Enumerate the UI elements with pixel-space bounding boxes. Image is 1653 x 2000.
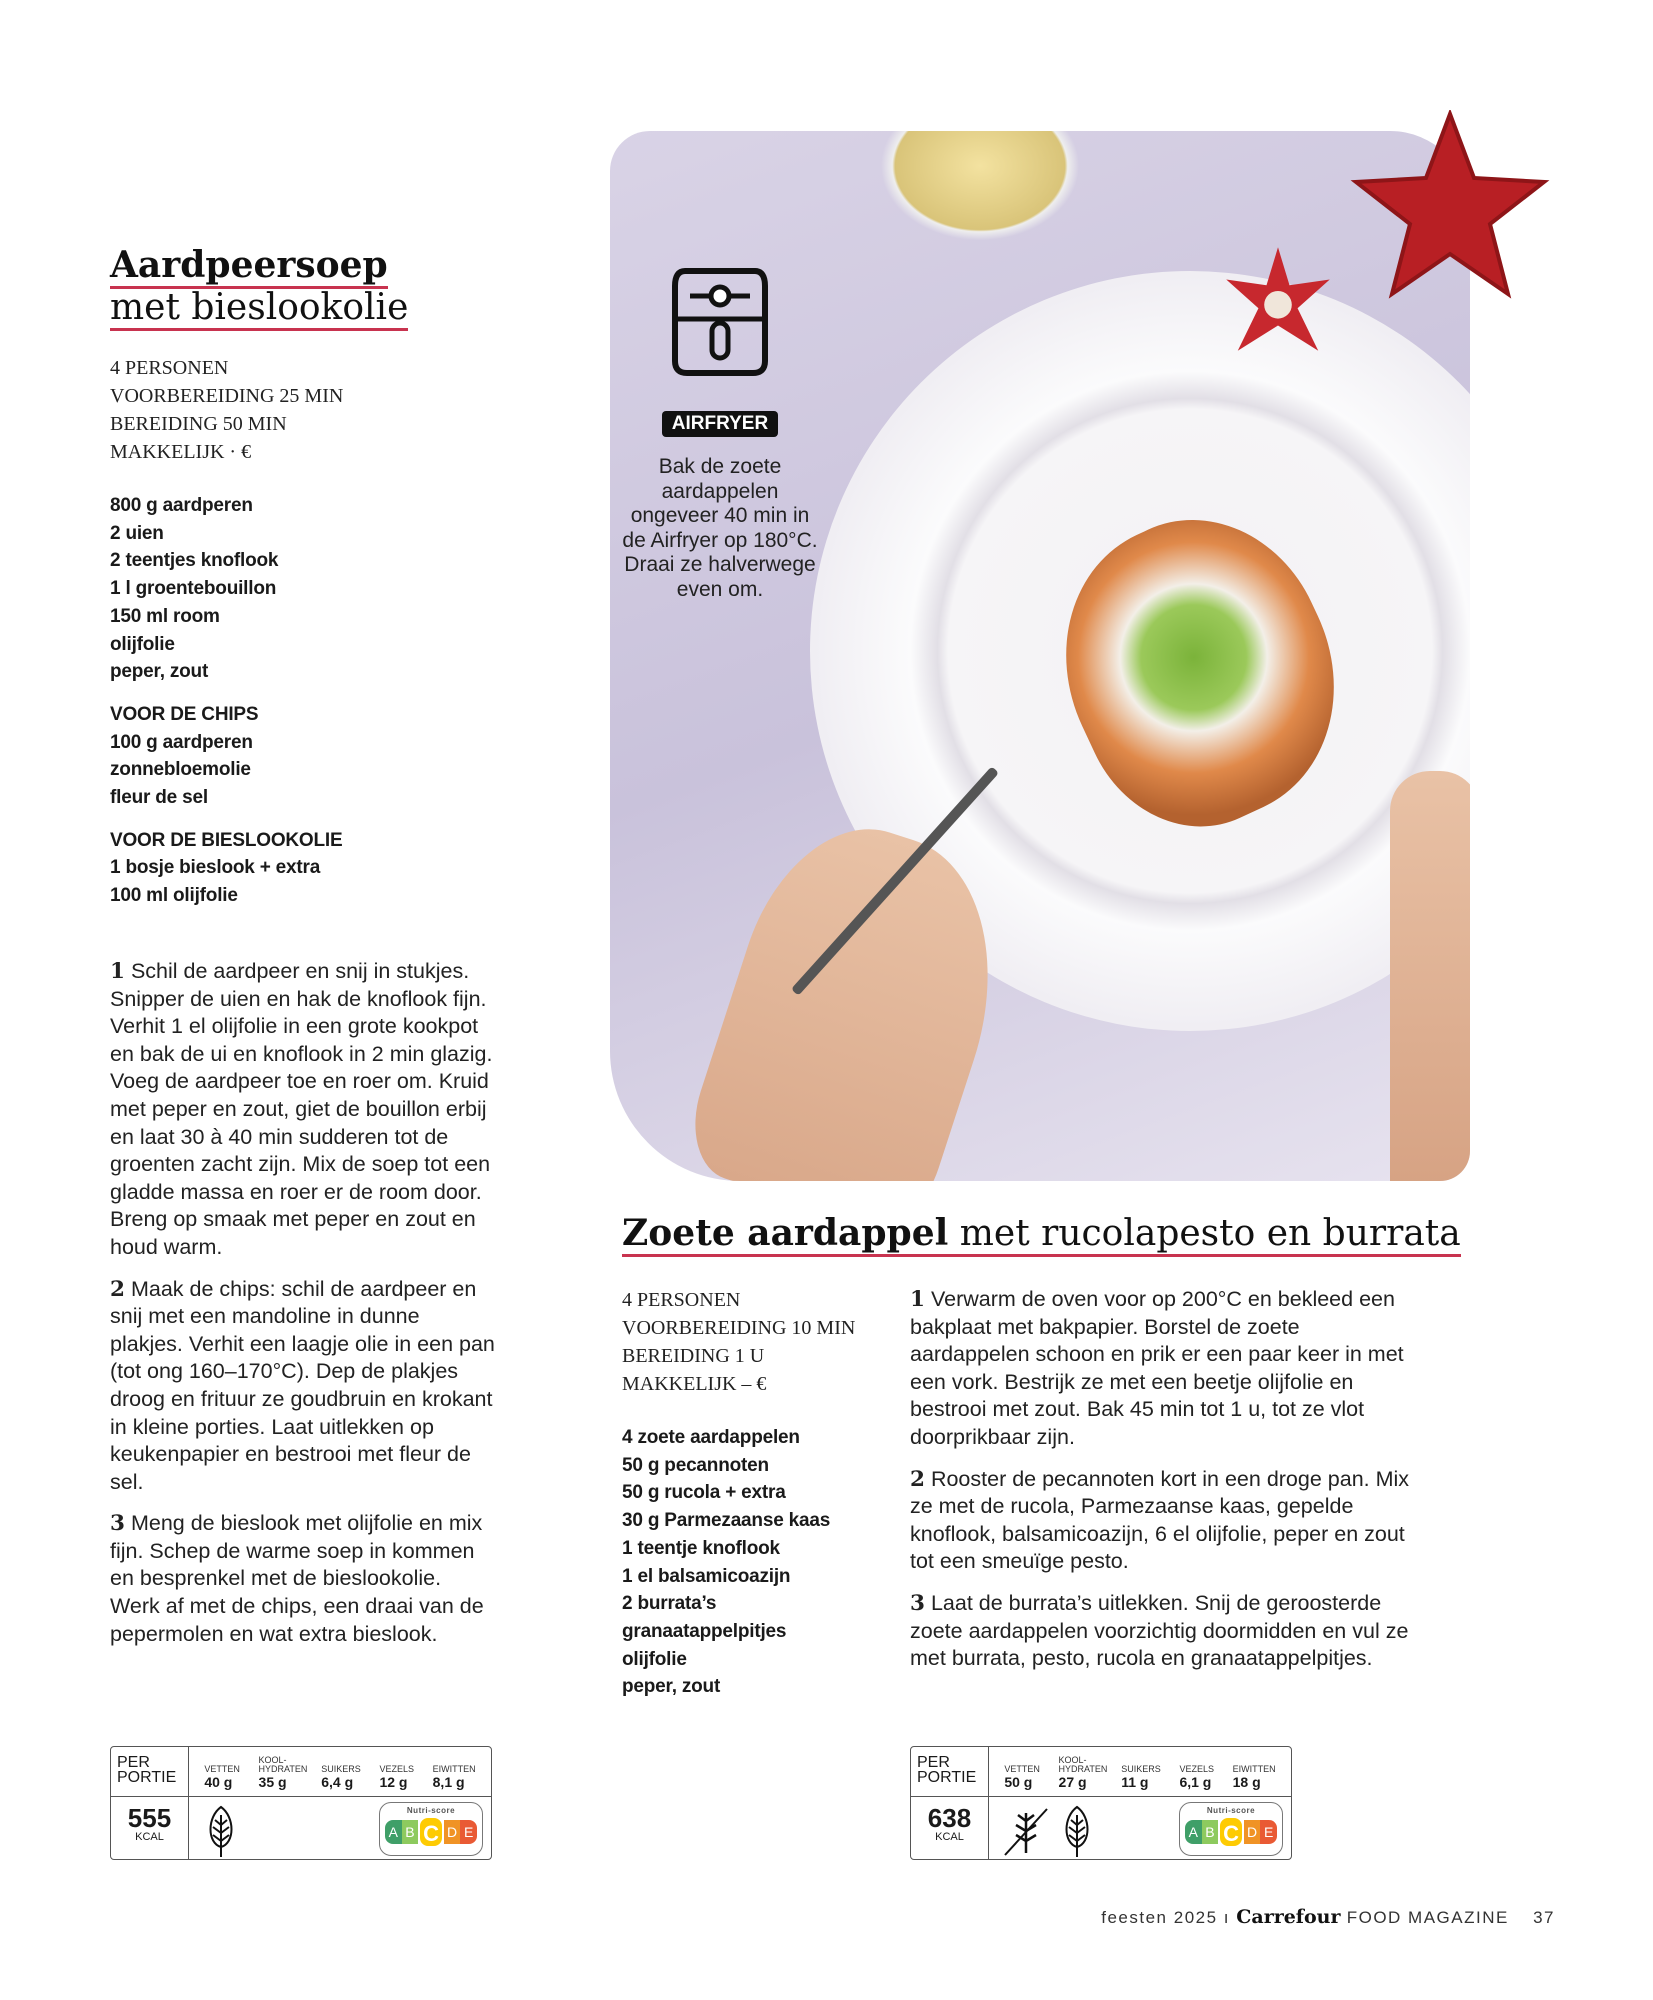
- meta-line: BEREIDING 50 MIN: [110, 413, 287, 435]
- step-text: Laat de burrata’s uitlekken. Snij de geroosterde zoete aardappelen voorzichtig doormidden en vul ze met burrata, pesto, rucola en granaatappelpitjes.: [910, 1590, 1409, 1671]
- meta-line: 4 PERSONEN: [110, 357, 229, 379]
- recipe1-title-rest: met bieslookolie: [110, 287, 408, 331]
- nutrient-label: VEZELS: [379, 1764, 414, 1774]
- diet-icons: [189, 1797, 491, 1859]
- nutrient-label: VETTEN: [1004, 1764, 1040, 1774]
- nutrient: [433, 1765, 476, 1790]
- nutri-score-d: D: [1244, 1820, 1261, 1844]
- nutrient-label: KOOL-HYDRATEN: [1058, 1755, 1108, 1774]
- snowflake-decoration-icon: [1218, 245, 1338, 360]
- meta-line: MAKKELIJK · €: [110, 441, 252, 463]
- per-label: PER: [917, 1754, 950, 1771]
- recipe2-steps: [910, 1286, 1422, 1687]
- ingredient-item: 100 ml olijfolie: [110, 885, 238, 907]
- kcal-value: 555: [127, 1803, 172, 1833]
- ingredient-item: 2 teentjes knoflook: [110, 550, 279, 572]
- nutrient-amount: 8,1 g: [432, 1774, 465, 1790]
- ingredient-item: olijfolie: [110, 633, 175, 655]
- nutrient: [379, 1765, 414, 1790]
- ingredient-group: [110, 492, 410, 686]
- nutri-score-e: E: [460, 1820, 477, 1844]
- kcal-value: 638: [927, 1803, 972, 1833]
- nutrient: [1004, 1765, 1040, 1790]
- recipe-photo: [610, 131, 1470, 1181]
- ingredient-group: [110, 701, 410, 812]
- nutrient: [1121, 1765, 1161, 1790]
- ingredient-item: 4 zoete aardappelen: [622, 1427, 800, 1448]
- recipe-step: [910, 1466, 1422, 1576]
- nutrient-label: VEZELS: [1179, 1764, 1214, 1774]
- nutrient-amount: 40 g: [204, 1774, 233, 1790]
- recipe1-title-bold: Aardpeersoep: [110, 244, 388, 289]
- calories: [911, 1797, 989, 1859]
- kcal-unit: KCAL: [935, 1831, 964, 1843]
- recipe1-ingredients: [110, 492, 410, 910]
- step-number: 1: [110, 959, 125, 984]
- nutrient: [1058, 1755, 1108, 1790]
- step-text: Verwarm de oven voor op 200°C en bekleed een bakplaat met bakpapier. Borstel de zoete aardappelen schoon en prik er een paar keer in met een vork. Bestrijk ze met een beetje olijfolie en bestrooi met zout. Bak 45 min tot 1 u, tot ze vlot doorprikbaar zijn.: [910, 1287, 1404, 1449]
- footer-magazine: FOOD MAGAZINE: [1346, 1908, 1509, 1927]
- nutri-score-b: B: [402, 1820, 419, 1844]
- recipe1-steps: [110, 958, 495, 1662]
- nutri-score-a: A: [1185, 1820, 1202, 1844]
- recipe2-title-rest: met rucolapesto en burrata: [959, 1213, 1461, 1254]
- step-number: 2: [910, 1466, 925, 1492]
- ingredient-item: 30 g Parmezaanse kaas: [622, 1510, 831, 1532]
- nutri-score-badge: [1179, 1802, 1283, 1856]
- ingredient-item: peper, zout: [622, 1676, 721, 1698]
- meta-line: VOORBEREIDING 10 MIN: [622, 1317, 856, 1339]
- ingredient-heading: VOOR DE BIESLOOKOLIE: [110, 829, 343, 851]
- nutri-score-c: C: [1218, 1816, 1244, 1848]
- glass: [880, 131, 1080, 241]
- recipe1-title: [110, 244, 408, 329]
- nutri-score-label: Nutri-score: [406, 1806, 456, 1815]
- ingredient-item: 1 teentje knoflook: [622, 1537, 780, 1559]
- step-number: 1: [910, 1287, 925, 1312]
- step-text: Maak de chips: schil de aardpeer en snij met een mandoline in dunne plakjes. Verhit een laagje olie in een pan (tot ong 160–170°C). Dep de plakjes droog en frituur ze goudbruin en krokant in kleine porties. Laat uitlekken op keukenpapier en bestrooi met fleur de sel.: [110, 1276, 495, 1494]
- nutrient-label: VETTEN: [204, 1764, 240, 1774]
- nutrient-label: SUIKERS: [1121, 1764, 1161, 1774]
- ingredient-item: 2 uien: [110, 522, 164, 544]
- nutri-score-b: B: [1202, 1820, 1219, 1844]
- recipe2-ingredients: [622, 1424, 892, 1701]
- per-portie: [911, 1747, 989, 1797]
- portie-label: PORTIE: [917, 1769, 977, 1786]
- airfryer-tip: [620, 261, 820, 602]
- meta-line: 4 PERSONEN: [622, 1289, 741, 1311]
- nutrient-amount: 50 g: [1004, 1774, 1033, 1790]
- star-decoration-icon: [1350, 110, 1550, 300]
- recipe-step: [910, 1286, 1422, 1452]
- nutri-score-badge: [379, 1802, 483, 1856]
- nutrient-amount: 35 g: [258, 1774, 287, 1790]
- nutrient-label: KOOL-HYDRATEN: [258, 1755, 308, 1774]
- ingredient-item: olijfolie: [622, 1648, 687, 1670]
- nutrient-amount: 6,4 g: [321, 1774, 354, 1790]
- meta-line: VOORBEREIDING 25 MIN: [110, 385, 344, 407]
- gluten-free-icon: [1001, 1803, 1051, 1859]
- recipe-step: [110, 958, 495, 1262]
- nutri-score-e: E: [1260, 1820, 1277, 1844]
- nutri-score-label: Nutri-score: [1206, 1806, 1256, 1815]
- ingredient-item: 2 burrata’s: [622, 1593, 717, 1615]
- kcal-unit: KCAL: [135, 1831, 164, 1843]
- ingredient-group: [110, 827, 410, 910]
- ingredient-item: zonnebloemolie: [110, 759, 251, 781]
- diet-icons: [989, 1797, 1291, 1859]
- step-text: Rooster de pecannoten kort in een droge pan. Mix ze met de rucola, Parmezaanse kaas, gepelde knoflook, balsamicoazijn, 6 el olijfolie, peper en zout tot een smeuïge pesto.: [910, 1466, 1410, 1574]
- nutrient-amount: 18 g: [1232, 1774, 1261, 1790]
- airfryer-text: Bak de zoete aardappelen ongeveer 40 min in de Airfryer op 180°C. Draai ze halverwege even om.: [622, 455, 818, 601]
- page-number: 37: [1533, 1908, 1555, 1927]
- step-number: 2: [110, 1276, 125, 1302]
- per-portie: [111, 1747, 189, 1797]
- per-label: PER: [117, 1754, 150, 1771]
- hand-right: [1390, 771, 1470, 1181]
- ingredient-item: granaatappelpitjes: [622, 1620, 787, 1642]
- nutrient: [1179, 1765, 1214, 1790]
- ingredient-item: 50 g rucola + extra: [622, 1482, 786, 1504]
- nutrient-label: SUIKERS: [321, 1764, 361, 1774]
- nutrient-amount: 12 g: [379, 1774, 408, 1790]
- footer: [1101, 1906, 1555, 1928]
- ingredient-item: 50 g pecannoten: [622, 1454, 769, 1476]
- vegetarian-leaf-icon: [201, 1803, 241, 1859]
- nutrient: [258, 1755, 308, 1790]
- calories: [111, 1797, 189, 1859]
- nutrient-amount: 11 g: [1121, 1774, 1149, 1790]
- nutrient-values: [989, 1747, 1291, 1797]
- nutrient-amount: 27 g: [1058, 1774, 1087, 1790]
- ingredient-item: 1 l groentebouillon: [110, 578, 277, 600]
- nutrient-label: EIWITTEN: [1232, 1764, 1276, 1774]
- ingredient-heading: VOOR DE CHIPS: [110, 703, 259, 725]
- portie-label: PORTIE: [117, 1769, 177, 1786]
- airfryer-badge: AIRFRYER: [662, 411, 778, 437]
- footer-separator: ı: [1223, 1908, 1231, 1927]
- ingredient-item: 1 bosje bieslook + extra: [110, 857, 321, 879]
- step-text: Meng de bieslook met olijfolie en mix fijn. Schep de warme soep in kommen en besprenkel met de bieslookolie. Werk af met de chips, een draai van de pepermolen en wat extra bieslook.: [110, 1511, 484, 1646]
- recipe-step: [910, 1590, 1422, 1673]
- vegetarian-leaf-icon: [1057, 1803, 1097, 1859]
- nutri-score-a: A: [385, 1820, 402, 1844]
- step-number: 3: [910, 1590, 925, 1616]
- footer-issue: feesten 2025: [1101, 1908, 1218, 1927]
- nutri-score-d: D: [444, 1820, 461, 1844]
- step-text: Schil de aardpeer en snij in stukjes. Snipper de uien en hak de knoflook fijn. Verhit 1 el olijfolie in een grote kookpot en bak de ui en knoflook in 2 min glazig. Voeg de aardpeer toe en roer om. Kruid met peper en zout, giet de bouillon erbij en laat 30 à 40 min sudderen tot de groenten zacht zijn. Mix de soep tot een gladde massa en roer er de room door. Breng op smaak met peper en zout en houd warm.: [110, 959, 493, 1259]
- footer-brand: Carrefour: [1236, 1906, 1341, 1928]
- recipe2-meta: [622, 1286, 855, 1398]
- ingredient-item: peper, zout: [110, 661, 209, 683]
- nutrient-amount: 6,1 g: [1179, 1774, 1212, 1790]
- meta-line: BEREIDING 1 U: [622, 1345, 765, 1367]
- ingredient-item: 800 g aardperen: [110, 495, 253, 516]
- ingredient-item: 1 el balsamicoazijn: [622, 1565, 791, 1587]
- recipe2-title-bold: Zoete aardappel: [622, 1212, 949, 1254]
- recipe2-nutrition: [910, 1746, 1292, 1860]
- nutri-score-scale: [385, 1818, 477, 1846]
- ingredient-group: [622, 1424, 892, 1701]
- recipe-step: [110, 1276, 495, 1497]
- nutrient: [204, 1765, 240, 1790]
- recipe1-meta: [110, 354, 343, 466]
- ingredient-item: 150 ml room: [110, 605, 220, 627]
- nutrient-label: EIWITTEN: [432, 1764, 476, 1774]
- step-number: 3: [110, 1511, 125, 1537]
- ingredient-item: 100 g aardperen: [110, 731, 253, 753]
- meta-line: MAKKELIJK – €: [622, 1373, 767, 1395]
- recipe1-nutrition: [110, 1746, 492, 1860]
- nutri-score-c: C: [418, 1816, 444, 1848]
- airfryer-icon: [665, 261, 775, 411]
- recipe2-title: [622, 1212, 1461, 1255]
- ingredient-item: fleur de sel: [110, 787, 208, 809]
- recipe-step: [110, 1510, 495, 1648]
- nutrient: [1233, 1765, 1276, 1790]
- nutrient-values: [189, 1747, 491, 1797]
- nutri-score-scale: [1185, 1818, 1277, 1846]
- nutrient: [321, 1765, 361, 1790]
